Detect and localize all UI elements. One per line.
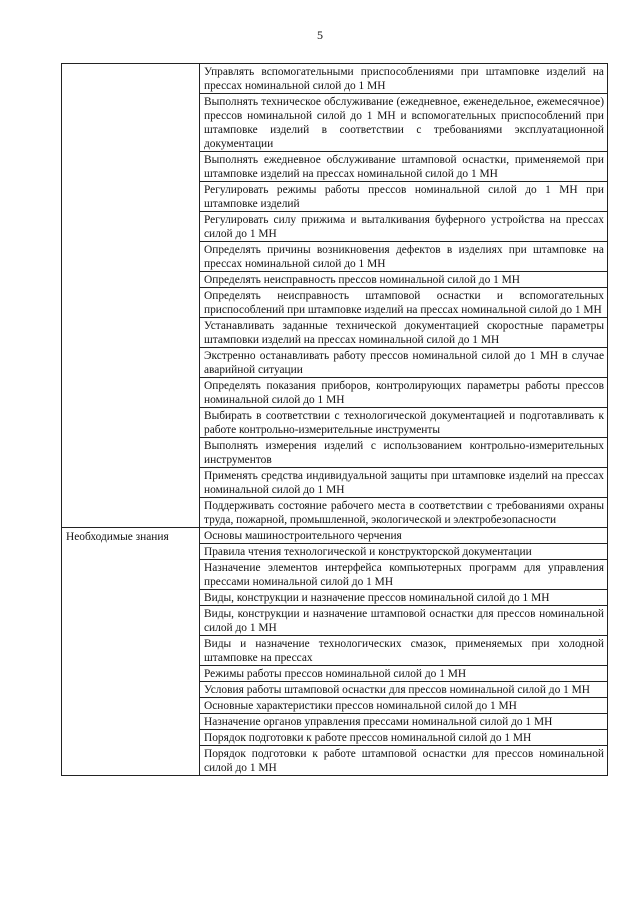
knowledge-item: Назначение элементов интерфейса компьютерных программ для управления прессами номинальной силой до 1 МН: [200, 560, 608, 590]
skill-item: Выполнять ежедневное обслуживание штамповой оснастки, применяемой при штамповке изделий на прессах номинальной силой до 1 МН: [200, 152, 608, 182]
group-label-cell: [62, 528, 200, 776]
knowledge-item: Виды, конструкции и назначение прессов номинальной силой до 1 МН: [200, 590, 608, 606]
knowledge-item: Режимы работы прессов номинальной силой до 1 МН: [200, 666, 608, 682]
knowledge-item: Основные характеристики прессов номинальной силой до 1 МН: [200, 698, 608, 714]
knowledge-item: Виды, конструкции и назначение штамповой оснастки для прессов номинальной силой до 1 МН: [200, 606, 608, 636]
skill-item: Устанавливать заданные технической документацией скоростные параметры штамповки изделий на прессах номинальной силой до 1 МН: [200, 318, 608, 348]
knowledge-item: Порядок подготовки к работе штамповой оснастки для прессов номинальной силой до 1 МН: [200, 746, 608, 776]
skill-item: Определять показания приборов, контролирующих параметры работы прессов номинальной силой до 1 МН: [200, 378, 608, 408]
skill-item: Определять неисправность штамповой оснастки и вспомогательных приспособлений при штамповке изделий на прессах номинальной силой до 1 МН: [200, 288, 608, 318]
knowledge-item: Виды и назначение технологических смазок, применяемых при холодной штамповке на прессах: [200, 636, 608, 666]
table-row: [62, 64, 608, 94]
page-number: 5: [317, 28, 323, 42]
knowledge-group: [62, 528, 608, 776]
knowledge-item: Основы машиностроительного черчения: [200, 528, 608, 544]
skill-item: Управлять вспомогательными приспособлениями при штамповке изделий на прессах номинальной силой до 1 МН: [200, 64, 608, 94]
competency-table: [61, 63, 608, 776]
skill-item: Выбирать в соответствии с технологической документацией и подготавливать к работе контрольно-измерительные инструменты: [200, 408, 608, 438]
competency-table-container: [61, 63, 608, 776]
knowledge-item: Правила чтения технологической и конструкторской документации: [200, 544, 608, 560]
skills-group: [62, 64, 608, 528]
group-label-required-knowledge: Необходимые знания: [66, 531, 169, 543]
group-label: [66, 65, 196, 66]
knowledge-item: Назначение органов управления прессами номинальной силой до 1 МН: [200, 714, 608, 730]
group-label-cell: [62, 64, 200, 528]
skill-item: Регулировать режимы работы прессов номинальной силой до 1 МН при штамповке изделий: [200, 182, 608, 212]
skill-item: Применять средства индивидуальной защиты при штамповке изделий на прессах номинальной силой до 1 МН: [200, 468, 608, 498]
skill-item: Выполнять измерения изделий с использованием контрольно-измерительных инструментов: [200, 438, 608, 468]
skill-item: Экстренно останавливать работу прессов номинальной силой до 1 МН в случае аварийной ситуации: [200, 348, 608, 378]
table-row: [62, 528, 608, 544]
knowledge-item: Условия работы штамповой оснастки для прессов номинальной силой до 1 МН: [200, 682, 608, 698]
skill-item: Регулировать силу прижима и выталкивания буферного устройства на прессах силой до 1 МН: [200, 212, 608, 242]
skill-item: Определять причины возникновения дефектов в изделиях при штамповке на прессах номинальной силой до 1 МН: [200, 242, 608, 272]
skill-item: Определять неисправность прессов номинальной силой до 1 МН: [200, 272, 608, 288]
knowledge-item: Порядок подготовки к работе прессов номинальной силой до 1 МН: [200, 730, 608, 746]
skill-item: Выполнять техническое обслуживание (ежедневное, еженедельное, ежемесячное) прессов номинальной силой до 1 МН и вспомогательных приспособлений при штамповке изделий в соответствии с требованиями эксплуатационной документации: [200, 94, 608, 152]
skill-item: Поддерживать состояние рабочего места в соответствии с требованиями охраны труда, пожарной, промышленной, экологической и электробезопасности: [200, 498, 608, 528]
